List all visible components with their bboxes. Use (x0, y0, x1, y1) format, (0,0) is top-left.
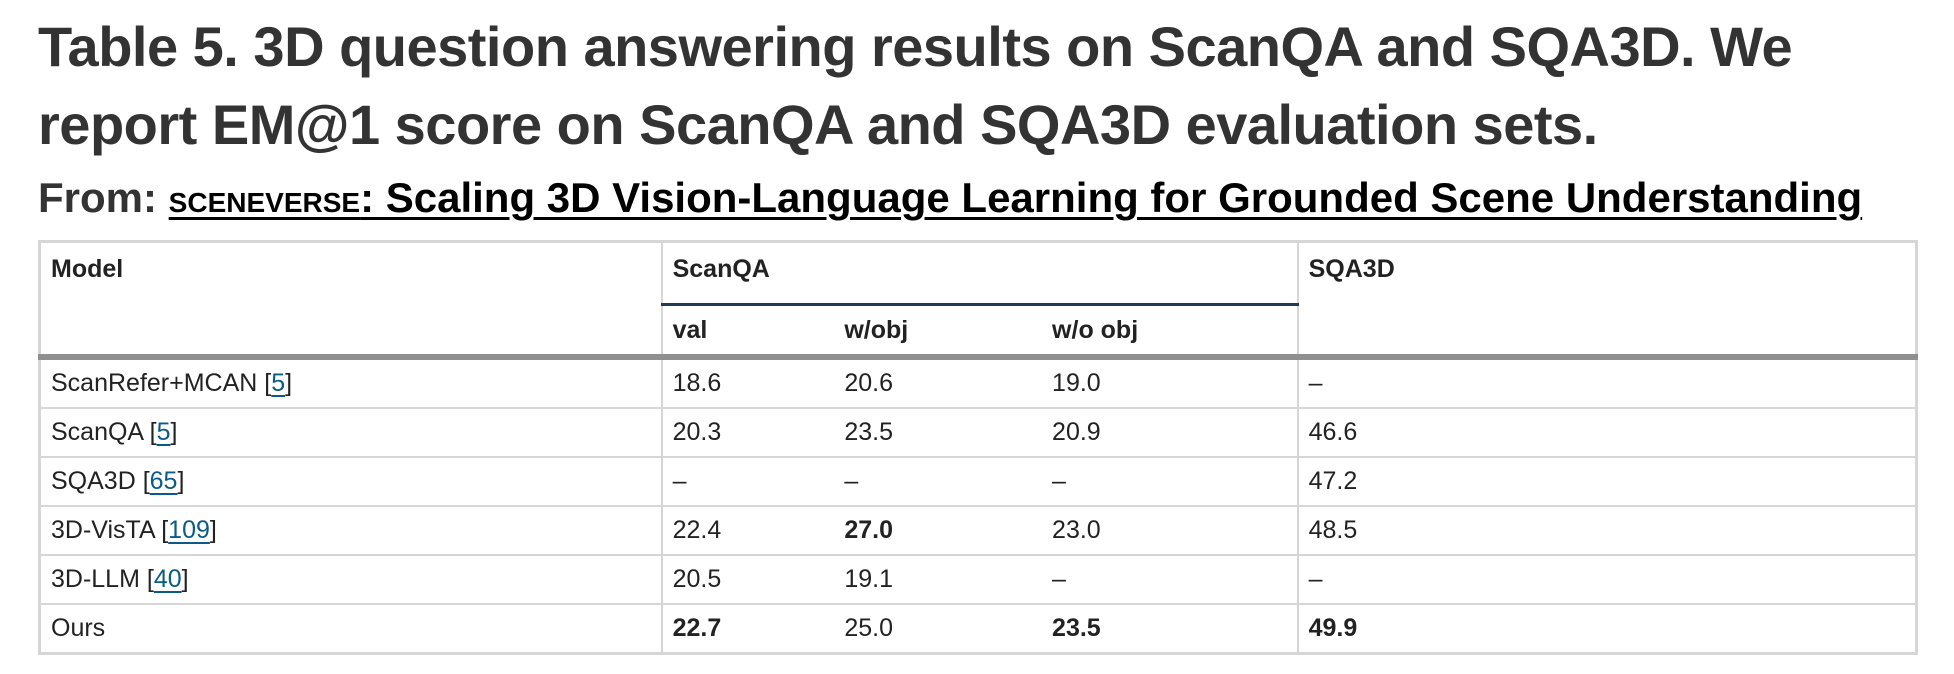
citation-bracket: ] (177, 467, 185, 495)
cell-model (40, 506, 662, 555)
header-woobj: w/o obj (1052, 315, 1139, 344)
cell-val: – (662, 457, 835, 506)
cell-wobj: – (834, 457, 1042, 506)
from-prefix: From: (38, 174, 157, 221)
cell-woobj: 19.0 (1042, 357, 1298, 408)
cell-wobj: 19.1 (834, 555, 1042, 604)
citation-bracket: ] (209, 516, 217, 544)
cell-sqa3d: 46.6 (1298, 408, 1917, 457)
citation-bracket: ] (285, 369, 293, 397)
cell-sqa3d: – (1298, 555, 1917, 604)
header-scanqa: ScanQA (662, 242, 1298, 305)
cell-woobj: 23.0 (1042, 506, 1298, 555)
model-name: ScanRefer+MCAN [ (51, 369, 272, 397)
model-name: 3D-VisTA [ (51, 516, 169, 544)
cell-wobj: 23.5 (834, 408, 1042, 457)
cell-val: 22.4 (662, 506, 835, 555)
citation-bracket: ] (181, 565, 189, 593)
header-val: val (662, 305, 835, 358)
source-line (38, 174, 1916, 222)
table-row (40, 506, 1917, 555)
cell-sqa3d: – (1298, 357, 1917, 408)
header-model: Model (51, 255, 124, 283)
table-row (40, 604, 1917, 654)
cell-model (40, 555, 662, 604)
citation-link[interactable]: 5 (156, 418, 171, 446)
citation-link[interactable]: 40 (153, 565, 182, 593)
table-row (40, 408, 1917, 457)
model-name: 3D-LLM [ (51, 565, 154, 593)
table-row (40, 357, 1917, 408)
source-article-link[interactable] (169, 174, 1862, 221)
cell-model (40, 604, 662, 654)
results-table (38, 240, 1918, 655)
cell-val: 18.6 (662, 357, 835, 408)
model-name: Ours (51, 614, 106, 642)
cell-val: 20.3 (662, 408, 835, 457)
cell-val: 20.5 (662, 555, 835, 604)
citation-link[interactable]: 5 (271, 369, 286, 397)
article-title-smallcaps: sceneverse (168, 177, 361, 221)
article-title-rest: : Scaling 3D Vision-Language Learning for Grounded Scene Understanding (360, 174, 1863, 221)
citation-link[interactable]: 109 (168, 516, 210, 544)
model-name: SQA3D [ (51, 467, 150, 495)
table-row (40, 457, 1917, 506)
cell-wobj: 27.0 (834, 506, 1042, 555)
cell-sqa3d: 49.9 (1298, 604, 1917, 654)
cell-model (40, 357, 662, 408)
model-name: ScanQA [ (51, 418, 157, 446)
cell-woobj: – (1042, 457, 1298, 506)
citation-link[interactable]: 65 (149, 467, 178, 495)
cell-wobj: 25.0 (834, 604, 1042, 654)
cell-woobj: – (1042, 555, 1298, 604)
cell-sqa3d: 48.5 (1298, 506, 1917, 555)
header-wobj: w/obj (844, 315, 909, 344)
cell-sqa3d: 47.2 (1298, 457, 1917, 506)
cell-model (40, 457, 662, 506)
header-sqa3d: SQA3D (1298, 242, 1917, 358)
table-caption: Table 5. 3D question answering results on ScanQA and SQA3D. We report EM@1 score on ScanQA and SQA3D evaluation sets. (38, 15, 1793, 156)
citation-bracket: ] (170, 418, 178, 446)
cell-woobj: 23.5 (1042, 604, 1298, 654)
cell-model (40, 408, 662, 457)
table-row (40, 555, 1917, 604)
cell-woobj: 20.9 (1042, 408, 1298, 457)
cell-wobj: 20.6 (834, 357, 1042, 408)
cell-val: 22.7 (662, 604, 835, 654)
table-body (40, 357, 1917, 654)
